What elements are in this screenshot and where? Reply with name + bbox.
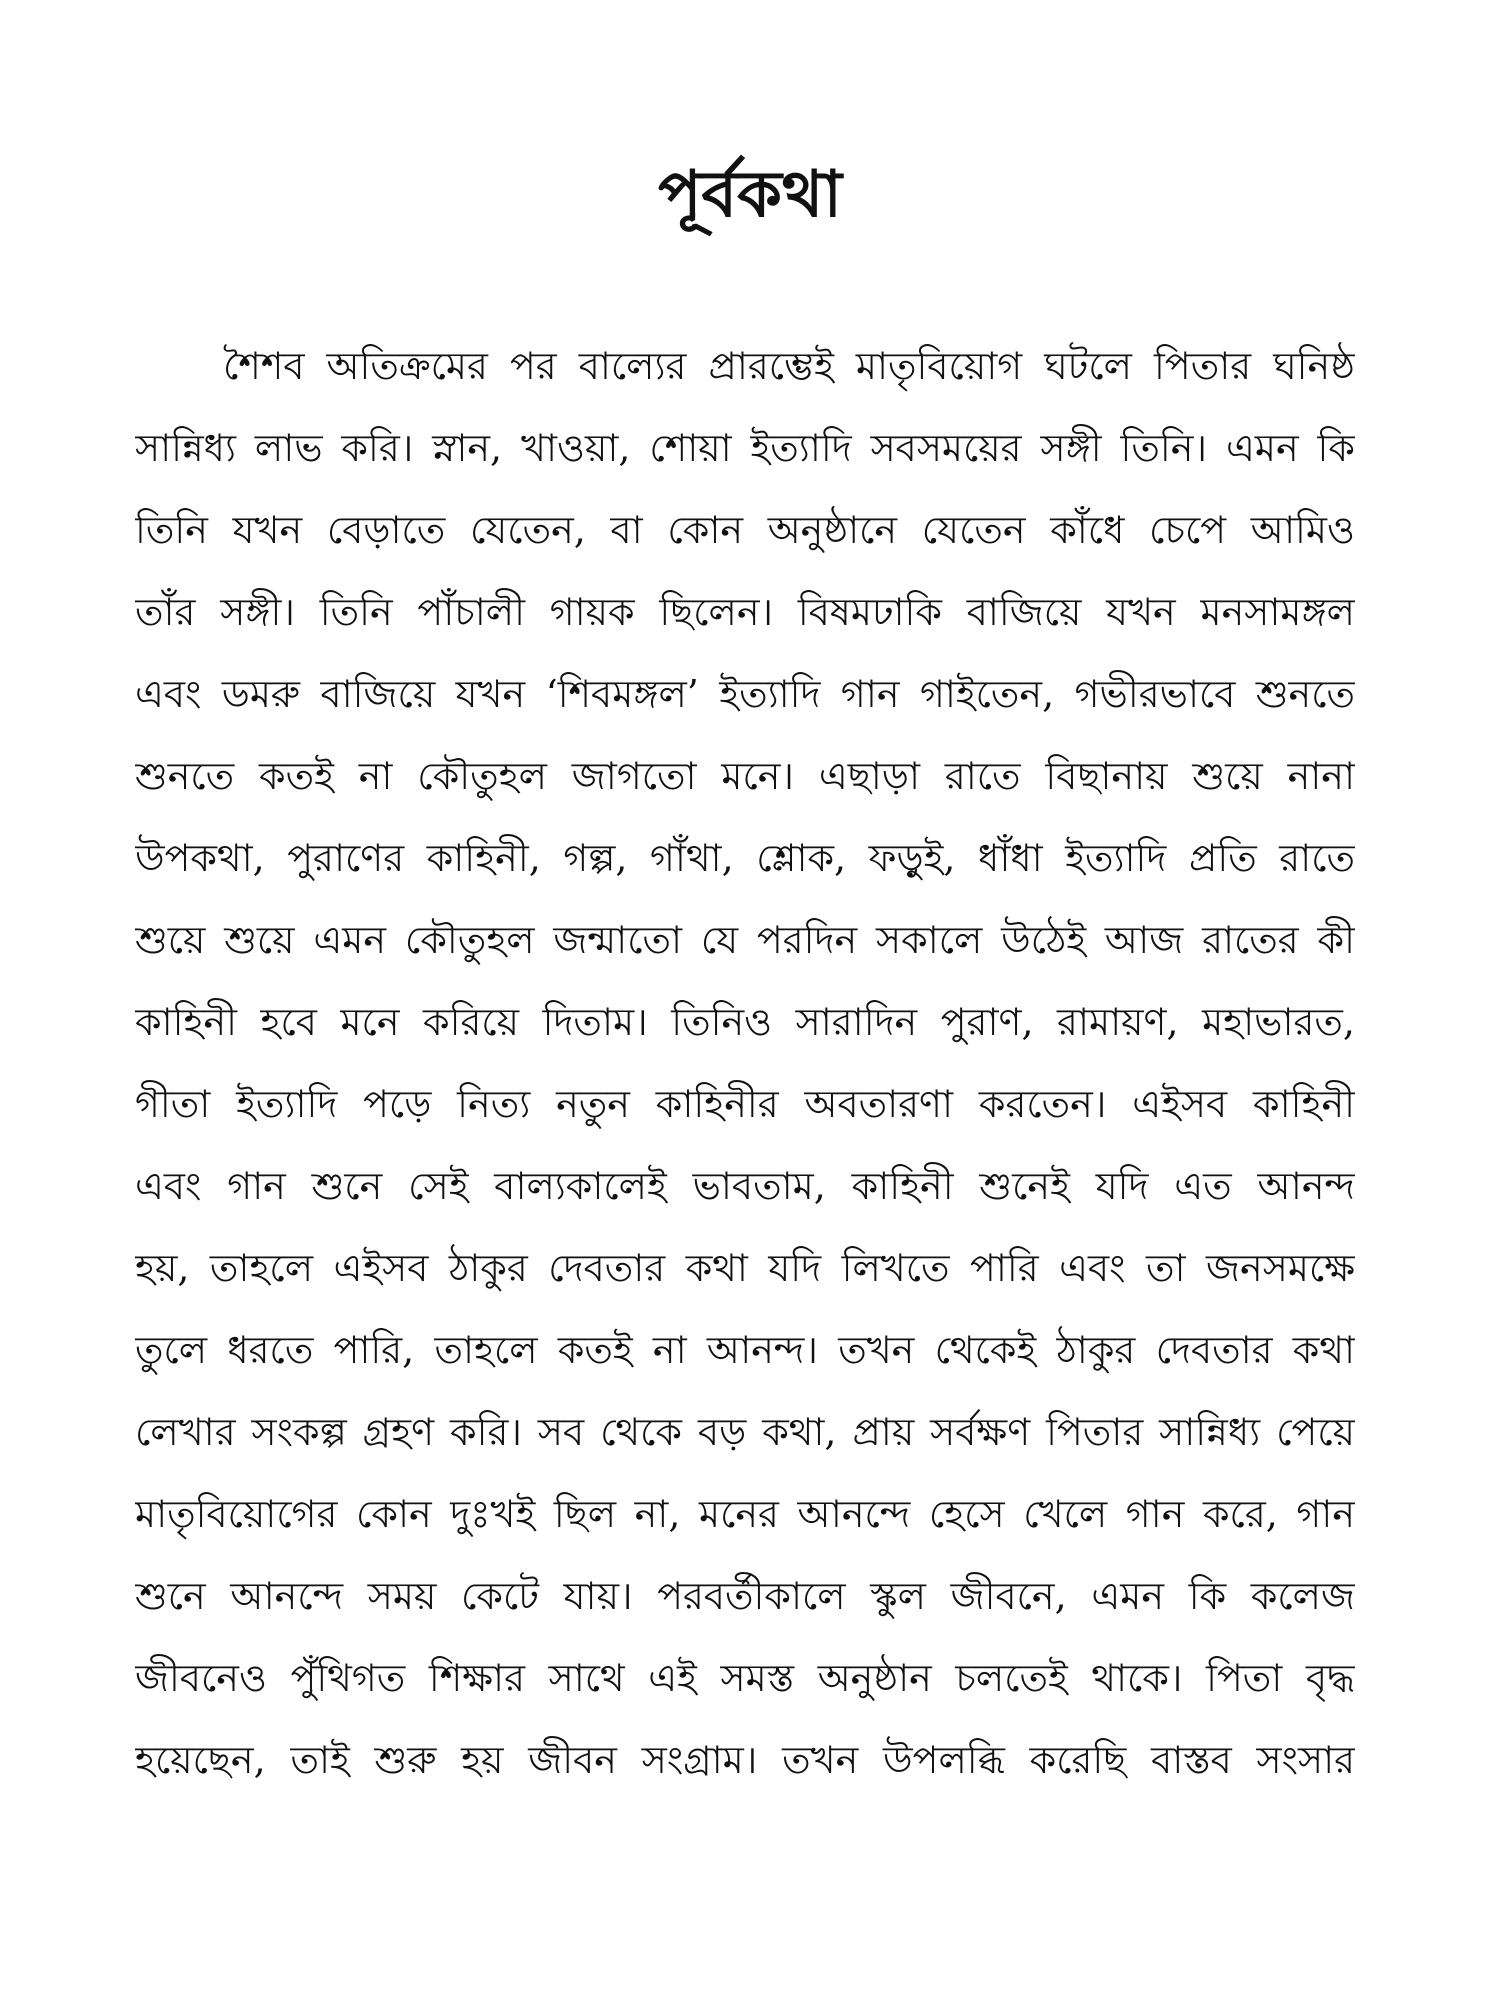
text-line: তুলে ধরতে পারি, তাহলে কতই না আনন্দ। তখন থেকেই ঠাকুর দেবতার কথা xyxy=(135,1328,1355,1372)
text-line: গীতা ইত্যাদি পড়ে নিত্য নতুন কাহিনীর অবতারণা করতেন। এইসব কাহিনী xyxy=(135,1082,1355,1126)
page-title: পূর্বকথা xyxy=(658,157,842,232)
text-line: কাহিনী হবে মনে করিয়ে দিতাম। তিনিও সারাদিন পুরাণ, রামায়ণ, মহাভারত, xyxy=(135,1000,1355,1044)
body-paragraph xyxy=(135,325,1355,1801)
text-line: তাঁর সঙ্গী। তিনি পাঁচালী গায়ক ছিলেন। বিষমঢাকি বাজিয়ে যখন মনসামঙ্গল xyxy=(135,590,1355,634)
text-line: হয়েছেন, তাই শুরু হয় জীবন সংগ্রাম। তখন উপলব্ধি করেছি বাস্তব সংসার xyxy=(135,1738,1355,1782)
text-line: এবং গান শুনে সেই বাল্যকালেই ভাবতাম, কাহিনী শুনেই যদি এত আনন্দ xyxy=(135,1164,1355,1208)
text-line: এবং ডমরু বাজিয়ে যখন ‘শিবমঙ্গল’ ইত্যাদি গান গাইতেন, গভীরভাবে শুনতে xyxy=(135,672,1355,716)
text-line: শুয়ে শুয়ে এমন কৌতুহল জন্মাতো যে পরদিন সকালে উঠেই আজ রাতের কী xyxy=(135,918,1355,962)
text-line: মাতৃবিয়োগের কোন দুঃখই ছিল না, মনের আনন্দে হেসে খেলে গান করে, গান xyxy=(135,1492,1355,1536)
text-line: হয়, তাহলে এইসব ঠাকুর দেবতার কথা যদি লিখতে পারি এবং তা জনসমক্ষে xyxy=(135,1246,1355,1290)
text-line: শৈশব অতিক্রমের পর বাল্যের প্রারম্ভেই মাতৃবিয়োগ ঘটলে পিতার ঘনিষ্ঠ xyxy=(223,344,1355,388)
text-line: সান্নিধ্য লাভ করি। স্নান, খাওয়া, শোয়া ইত্যাদি সবসময়ের সঙ্গী তিনি। এমন কি xyxy=(135,426,1355,470)
text-line: উপকথা, পুরাণের কাহিনী, গল্প, গাঁথা, শ্লোক, ফড়ুই, ধাঁধা ইত্যাদি প্রতি রাতে xyxy=(135,836,1355,880)
text-line: জীবনেও পুঁথিগত শিক্ষার সাথে এই সমস্ত অনুষ্ঠান চলতেই থাকে। পিতা বৃদ্ধ xyxy=(135,1656,1355,1700)
text-line: শুনে আনন্দে সময় কেটে যায়। পরবর্তীকালে স্কুল জীবনে, এমন কি কলেজ xyxy=(135,1574,1355,1618)
text-line: শুনতে কতই না কৌতুহল জাগতো মনে। এছাড়া রাতে বিছানায় শুয়ে নানা xyxy=(135,754,1355,798)
text-line: লেখার সংকল্প গ্রহণ করি। সব থেকে বড় কথা, প্রায় সর্বক্ষণ পিতার সান্নিধ্য পেয়ে xyxy=(135,1410,1355,1454)
text-line: তিনি যখন বেড়াতে যেতেন, বা কোন অনুষ্ঠানে যেতেন কাঁধে চেপে আমিও xyxy=(135,508,1355,552)
